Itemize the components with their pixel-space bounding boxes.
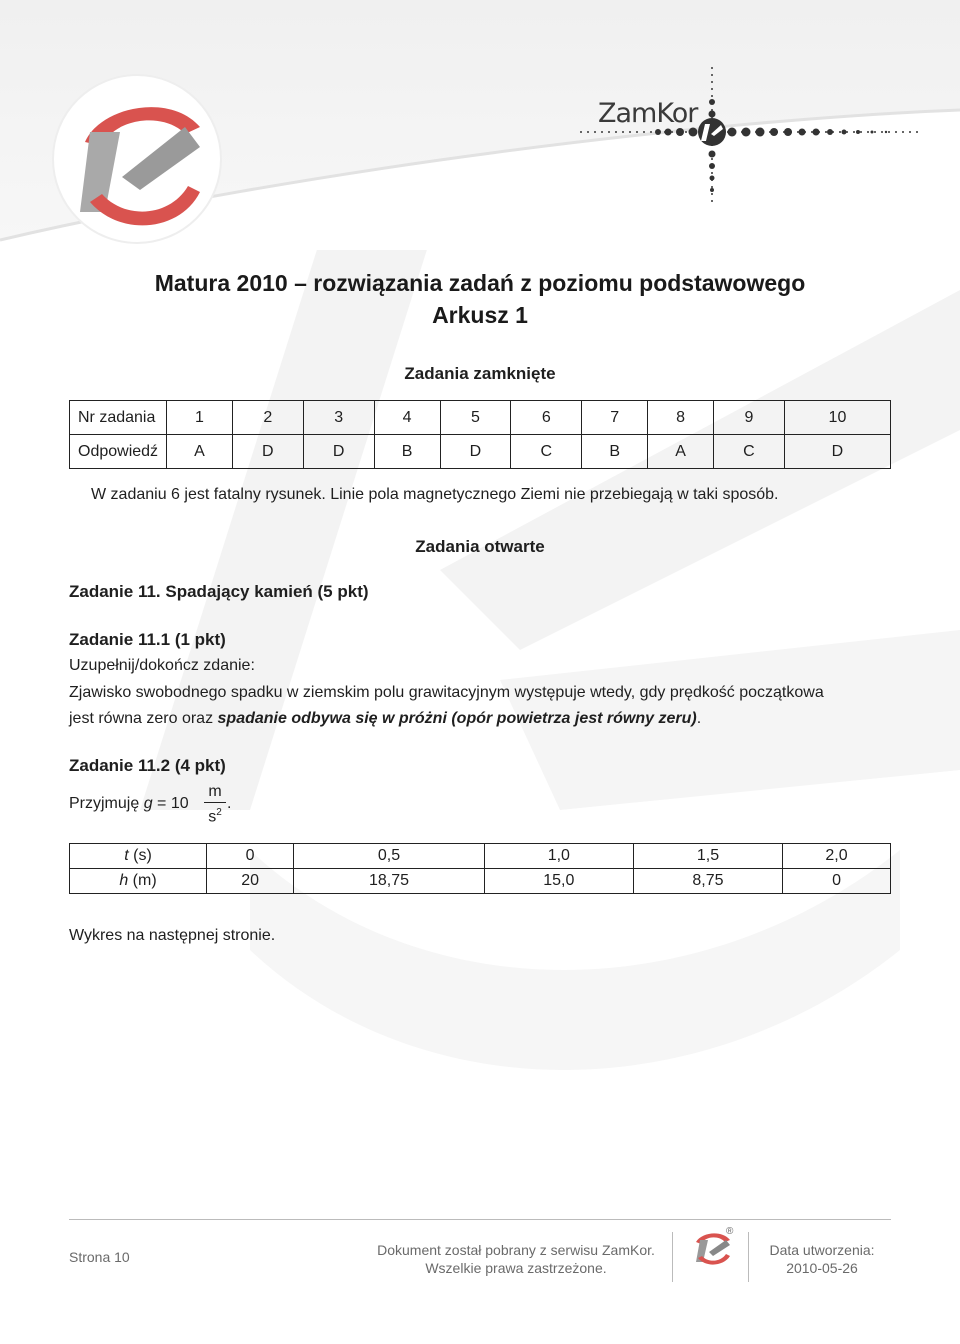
footer-separator: [672, 1232, 673, 1282]
table-cell: 1: [167, 401, 233, 435]
table-cell: 2: [232, 401, 303, 435]
unit-numerator: m: [204, 782, 226, 803]
footer-separator: [748, 1232, 749, 1282]
footer-source-line1: Dokument został pobrany z serwisu ZamKor.: [377, 1242, 655, 1258]
table-cell: 6: [511, 401, 582, 435]
answer-emphasis: spadanie odbywa się w próżni (opór powietrza jest równy zeru): [217, 710, 697, 727]
task11-1-prompt: Uzupełnij/dokończ zdanie:: [69, 657, 255, 674]
table-row: [70, 844, 891, 869]
task11-1-text-line1: Zjawisko swobodnego spadku w ziemskim polu grawitacyjnym występuje wtedy, gdy prędkość początkowa: [69, 684, 824, 701]
registered-mark: ®: [726, 1226, 734, 1237]
table-row: [70, 869, 891, 894]
footer-source: [360, 1241, 672, 1277]
table-cell: 3: [303, 401, 374, 435]
closed-tasks-heading: Zadania zamknięte: [404, 364, 556, 383]
task11-1-text-line2: [69, 706, 701, 732]
footer-date: [752, 1241, 892, 1277]
height-time-table: [69, 843, 891, 894]
zamkor-brand-mark: [560, 62, 940, 212]
table-cell: 5: [440, 401, 511, 435]
page-title: Matura 2010 – rozwiązania zadań z poziomu podstawowego: [154, 270, 806, 296]
table-cell: 1,5: [633, 844, 782, 869]
table-cell: D: [303, 435, 374, 469]
table-cell: C: [511, 435, 582, 469]
date-label: Data utworzenia:: [769, 1242, 875, 1258]
text-span: (m): [128, 872, 157, 889]
unit-denominator: [204, 803, 226, 827]
unit-exponent: 2: [216, 807, 222, 818]
table-cell: D: [232, 435, 303, 469]
date-value: 2010-05-26: [786, 1260, 858, 1276]
brand-name: ZamKor: [598, 98, 698, 129]
task11-heading: Zadanie 11. Spadający kamień (5 pkt): [69, 582, 369, 601]
table-cell: 18,75: [294, 869, 485, 894]
table-cell: 10: [784, 401, 890, 435]
table-cell: 9: [714, 401, 785, 435]
table-cell: 0: [207, 844, 294, 869]
table-cell: B: [582, 435, 648, 469]
text-span: (s): [128, 847, 152, 864]
table-cell: 20: [207, 869, 294, 894]
table-cell: B: [374, 435, 440, 469]
page-number: Strona 10: [69, 1249, 130, 1265]
task11-2-heading: Zadanie 11.2 (4 pkt): [69, 756, 226, 775]
table-cell: A: [167, 435, 233, 469]
row-label-number: Nr zadania: [70, 401, 167, 435]
table-cell: 2,0: [783, 844, 891, 869]
table-cell: 1,0: [484, 844, 633, 869]
open-tasks-heading: Zadania otwarte: [415, 537, 545, 556]
table-cell: 15,0: [484, 869, 633, 894]
footer-source-line2: Wszelkie prawa zastrzeżone.: [425, 1260, 607, 1276]
row-label-t: [70, 844, 207, 869]
var-t: t: [124, 847, 129, 864]
text-span: s: [208, 808, 217, 826]
unit-dot: .: [227, 795, 232, 812]
var-g: g: [143, 795, 153, 812]
answers-table: [69, 400, 891, 469]
table-row: [70, 435, 891, 469]
text-span: jest równa zero oraz: [69, 710, 218, 727]
table-cell: 0: [783, 869, 891, 894]
continued-note: Wykres na następnej stronie.: [69, 927, 276, 944]
table-cell: C: [714, 435, 785, 469]
unit-fraction: [204, 782, 226, 827]
footer-divider: [69, 1219, 891, 1220]
text-span: = 10: [152, 795, 189, 812]
row-label-h: [70, 869, 207, 894]
table-cell: 7: [582, 401, 648, 435]
table-row: [70, 401, 891, 435]
var-h: h: [119, 872, 129, 889]
task11-1-heading: Zadanie 11.1 (1 pkt): [69, 630, 226, 649]
zamkor-round-logo: [50, 72, 225, 247]
text-span: Przyjmuję: [69, 795, 144, 812]
task6-note: W zadaniu 6 jest fatalny rysunek. Linie pola magnetycznego Ziemi nie przebiegają w taki sposób.: [91, 486, 779, 503]
table-cell: A: [648, 435, 714, 469]
table-cell: 0,5: [294, 844, 485, 869]
table-cell: 8,75: [633, 869, 782, 894]
text-span: .: [696, 710, 702, 727]
table-cell: D: [784, 435, 890, 469]
table-cell: 4: [374, 401, 440, 435]
page-subtitle: Arkusz 1: [432, 302, 528, 328]
table-cell: D: [440, 435, 511, 469]
row-label-answer: Odpowiedź: [70, 435, 167, 469]
assumption-line: [69, 791, 189, 817]
table-cell: 8: [648, 401, 714, 435]
